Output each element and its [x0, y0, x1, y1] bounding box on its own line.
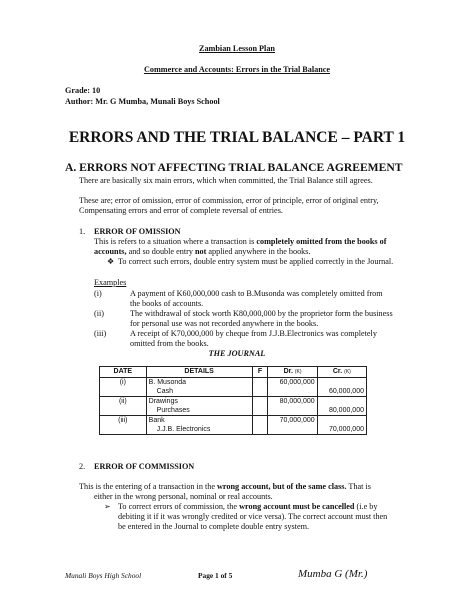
table-row [100, 425, 367, 435]
table-row [100, 387, 367, 397]
cell-details: Purchases [146, 406, 252, 416]
cell-dr: 80,000,000 [268, 397, 317, 407]
bullet-diamond-icon: ❖ [107, 257, 115, 266]
section-a-list-2: Compensating errors and error of complete reversal of entries. [79, 206, 283, 215]
cell-date: (iii) [100, 416, 147, 426]
cell-cr: 60,000,000 [317, 387, 366, 397]
cell-folio [252, 378, 268, 388]
commission-correction-1: To correct errors of commission, the wrong account must be cancelled (i.e by [118, 502, 378, 511]
cell-folio [252, 425, 268, 435]
section-a-intro: There are basically six main errors, which when committed, the Trial Balance still agrees. [79, 176, 373, 185]
omission-heading: ERROR OF OMISSION [94, 227, 181, 236]
cell-cr [317, 416, 366, 426]
col-folio: F [252, 367, 268, 378]
journal-table [99, 366, 367, 435]
example-line: the books of accounts. [130, 299, 204, 308]
table-row [100, 416, 367, 426]
doc-header-subject: Commerce and Accounts: Errors in the Trial Balance [143, 65, 331, 74]
footer-school: Munali Boys High School [65, 571, 142, 580]
journal-header-row [100, 367, 367, 378]
examples-label: Examples [94, 278, 127, 287]
example-line: The withdrawal of stock worth K80,000,000 by the proprietor form the business [130, 309, 393, 318]
example-num: (iii) [94, 329, 107, 338]
commission-para-1: This is the entering of a transaction in the wrong account, but of the same class. That is [79, 482, 371, 491]
cell-date [100, 387, 147, 397]
journal-title: THE JOURNAL [208, 349, 266, 358]
arrow-bullet-icon: ➢ [104, 502, 111, 511]
col-dr: Dr. (K) [268, 367, 317, 378]
author-line: Author: Mr. G Mumba, Munali Boys School [65, 97, 220, 106]
col-details: DETAILS [146, 367, 252, 378]
doc-header-title: Zambian Lesson Plan [199, 44, 275, 53]
omission-para-1: This is refers to a situation where a transaction is completely omitted from the books of [94, 237, 387, 246]
table-row [100, 378, 367, 388]
cell-dr [268, 425, 317, 435]
commission-correction-3: be entered in the Journal to complete double entry system. [118, 522, 309, 531]
cell-cr: 70,000,000 [317, 425, 366, 435]
table-row [100, 406, 367, 416]
cell-cr [317, 378, 366, 388]
cell-details: Bank [146, 416, 252, 426]
example-line: omitted from the books. [130, 339, 209, 348]
cell-details: J.J.B. Electronics [146, 425, 252, 435]
commission-number: 2. [79, 462, 86, 471]
commission-heading: ERROR OF COMMISSION [94, 462, 195, 471]
footer-signature: Mumba G (Mr.) [298, 568, 368, 580]
example-num: (ii) [94, 309, 105, 318]
grade-line: Grade: 10 [65, 86, 101, 95]
page-title: ERRORS AND THE TRIAL BALANCE – PART 1 [68, 129, 406, 146]
footer-page-number: Page 1 of 5 [198, 571, 233, 580]
section-a-heading: A. ERRORS NOT AFFECTING TRIAL BALANCE AGREEMENT [65, 161, 403, 174]
cell-dr: 60,000,000 [268, 378, 317, 388]
cell-folio [252, 406, 268, 416]
cell-dr: 70,000,000 [268, 416, 317, 426]
example-num: (i) [94, 289, 102, 298]
section-a-list-1: These are; error of omission, error of commission, error of principle, error of original entry, [79, 196, 379, 205]
cell-date [100, 425, 147, 435]
cell-details: Cash [146, 387, 252, 397]
cell-dr [268, 387, 317, 397]
col-date: DATE [100, 367, 147, 378]
omission-number: 1. [79, 227, 86, 236]
cell-date [100, 406, 147, 416]
example-line: for personal use was not recorded anywhere in the books. [130, 319, 319, 328]
cell-date: (i) [100, 378, 147, 388]
commission-para-2: either in the wrong personal, nominal or real accounts. [94, 492, 273, 501]
cell-cr [317, 397, 366, 407]
cell-date: (ii) [100, 397, 147, 407]
commission-correction-2: debiting it if it was wrongly credited or vice versa). The correct account must then [118, 512, 388, 521]
cell-details: B. Musonda [146, 378, 252, 388]
col-cr: Cr. (K) [317, 367, 366, 378]
omission-correction: To correct such errors, double entry system must be applied correctly in the Journal. [118, 257, 394, 266]
cell-folio [252, 397, 268, 407]
cell-folio [252, 387, 268, 397]
table-row [100, 397, 367, 407]
cell-folio [252, 416, 268, 426]
example-line: A payment of K60,000,000 cash to B.Musonda was completely omitted from [130, 289, 383, 298]
omission-para-2: accounts, and so double entry not applied anywhere in the books. [94, 247, 311, 256]
cell-dr [268, 406, 317, 416]
example-line: A receipt of K70,000,000 by cheque from J.J.B.Electronics was completely [130, 329, 377, 338]
cell-details: Drawings [146, 397, 252, 407]
cell-cr: 80,000,000 [317, 406, 366, 416]
